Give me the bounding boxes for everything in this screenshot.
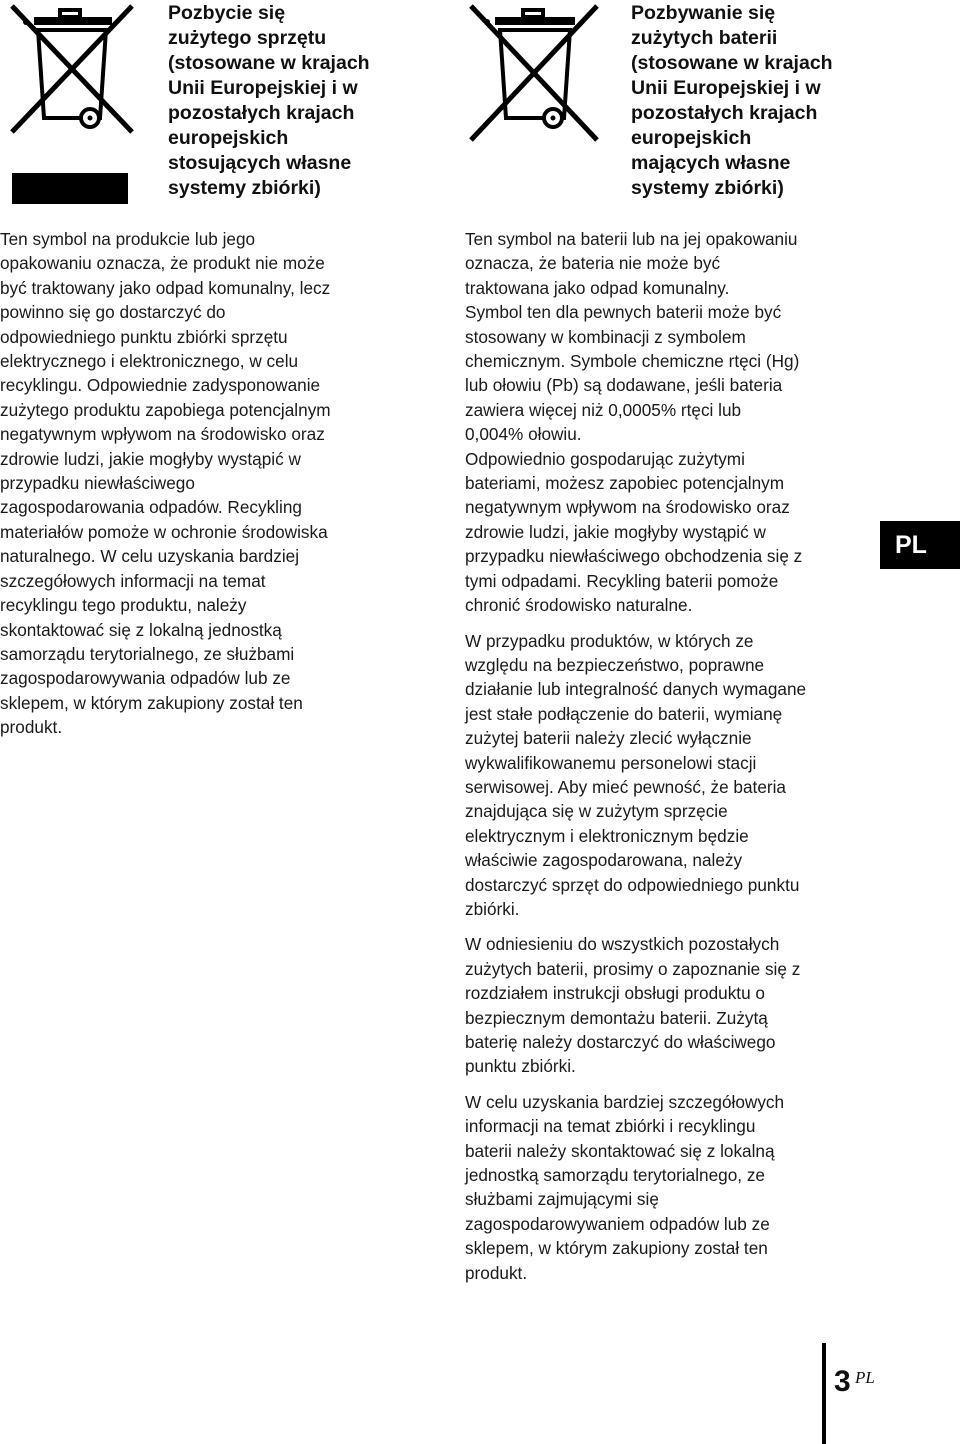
language-tab: PL xyxy=(880,521,960,569)
right-paragraph: W odniesieniu do wszystkich pozostałych zużytych baterii, prosimy o zapoznanie się z rozdziałem instrukcji obsługi produktu o bezpiecznym demontażu baterii. Zużytą baterię należy dostarczyć do właściwego punktu zbiórki. xyxy=(465,934,801,1077)
right-paragraph: W przypadku produktów, w których ze względu na bezpieczeństwo, poprawne działanie lub integralność danych wymagane jest stałe podłączenie do baterii, wymianę zużytej baterii należy zlecić wyłącznie wykwalifikowanemu personelowi stacji serwisowej. Aby mieć pewność, że bateria znajdująca się w zużytym sprzęcie elektrycznym i elektronicznym będzie właściwie zagospodarowana, należy dostarczyć sprzęt do odpowiedniego punktu zbiórki. xyxy=(465,630,807,919)
right-paragraph: Symbol ten dla pewnych baterii może być stosowany w kombinacji z symbolem chemicznym. Symbole chemiczne rtęci (Hg) lub ołowiu (Pb) są dodawane, jeśli bateria zawiera więcej niż 0,0005% rtęci lub 0,004% ołowiu. xyxy=(465,302,800,445)
right-paragraph: Odpowiednio gospodarując zużytymi bateriami, możesz zapobiec potencjalnym negatywnym wpływom na środowisko oraz zdrowie ludzi, jakie mogłyby wystąpić w przypadku niewłaściwego obchodzenia się z tymi odpadami. Recykling baterii pomoże chronić środowisko naturalne. xyxy=(465,448,803,616)
crossed-out-wheeled-bin-icon xyxy=(4,0,136,206)
right-heading: Pozbywanie się zużytych baterii (stosowane w krajach Unii Europejskiej i w pozostałych krajach europejskich mających własne systemy zbiórki) xyxy=(631,2,833,199)
crossed-out-wheeled-bin-icon xyxy=(463,0,603,150)
left-paragraph: Ten symbol na produkcie lub jego opakowaniu oznacza, że produkt nie może być traktowany jako odpad komunalny, lecz powinno się go dostarczyć do odpowiedniego punktu zbiórki sprzętu elektrycznego i elektronicznego, w celu recyklingu. Odpowiednie zadysponowanie zużytego produktu zapobiega potencjalnym negatywnym wpływom na środowisko oraz zdrowie ludzi, jakie mogłyby wystąpić w przypadku niewłaściwego zagospodarowania odpadów. Recykling materiałów pomoże w ochronie środowiska naturalnego. W celu uzyskania bardziej szczegółowych informacji na temat recyklingu tego produktu, należy skontaktować się z lokalną jednostką samorządu terytorialnego, ze służbami zagospodarowywania odpadów lub ze sklepem, w którym zakupiony został ten produkt. xyxy=(0,229,331,738)
left-body xyxy=(0,227,430,740)
footer-divider xyxy=(822,1343,826,1444)
right-paragraph: W celu uzyskania bardziej szczegółowych informacji na temat zbiórki i recyklingu baterii należy skontaktować się z lokalną jednostką samorządu terytorialnego, ze służbami zajmującymi się zagospodarowywaniem odpadów lub ze sklepem, w którym zakupiony został ten produkt. xyxy=(465,1091,785,1283)
left-heading: Pozbycie się zużytego sprzętu (stosowane w krajach Unii Europejskiej i w pozostałych krajach europejskich stosujących własne systemy zbiórki) xyxy=(168,2,370,199)
page-number-suffix: PL xyxy=(855,1368,875,1387)
page-number: 3 xyxy=(834,1365,851,1398)
right-paragraph: Ten symbol na baterii lub na jej opakowaniu oznacza, że bateria nie może być traktowana jako odpad komunalny. xyxy=(465,229,798,298)
right-body xyxy=(465,227,880,1285)
